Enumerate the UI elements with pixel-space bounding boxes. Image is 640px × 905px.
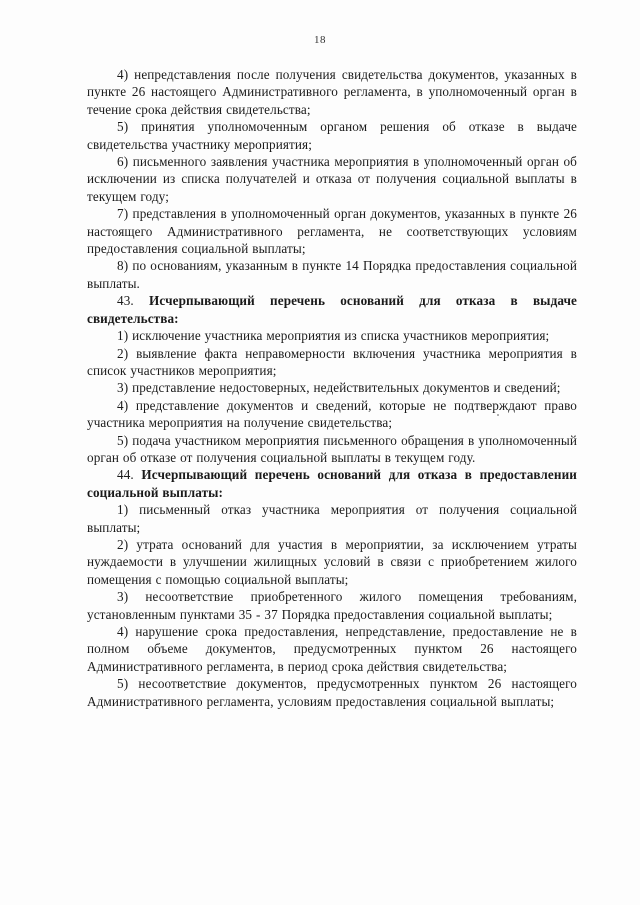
list-item: 5) несоответствие документов, предусмотренных пунктом 26 настоящего Административного регламента, условиям предоставления социальной выплаты; — [87, 676, 577, 709]
section-heading-44 — [87, 466, 577, 501]
list-item: 5) подача участником мероприятия письменного обращения в уполномоченный орган об отказе от получения социальной выплаты в текущем году. — [87, 432, 577, 465]
list-item: 3) представление недостоверных, недействительных документов и сведений; — [117, 380, 561, 396]
list-item: 7) представления в уполномоченный орган документов, указанных в пункте 26 настоящего Административного регламента, не соответствующих условиям предоставления социальной выплаты; — [87, 206, 577, 257]
list-item: 5) принятия уполномоченным органом решения об отказе в выдаче свидетельства участнику мероприятия; — [87, 119, 577, 152]
list-item: 4) нарушение срока предоставления, непредставление, предоставление не в полном объеме документов, предусмотренных пунктом 26 настоящего Административного регламента, в период срока действия свидетельства; — [87, 624, 577, 674]
page-number: 18 — [314, 34, 326, 46]
list-item: 4) представление документов и сведений, которые не подтверждают право участника мероприятия на получение свидетельства; — [87, 397, 577, 431]
list-item: 1) письменный отказ участника мероприятия от получения социальной выплаты; — [87, 502, 577, 535]
list-item: 2) утрата оснований для участия в мероприятии, за исключением утраты нуждаемости в улучшении жилищных условий в связи с приобретением жилого помещения с помощью социальной выплаты; — [87, 536, 577, 587]
section-heading-43 — [87, 292, 577, 327]
list-item: 8) по основаниям, указанным в пункте 14 Порядка предоставления социальной выплаты. — [87, 258, 577, 291]
section-number: 43. — [117, 293, 134, 309]
list-item: 2) выявление факта неправомерности включения участника мероприятия в список участников мероприятия; — [87, 345, 577, 378]
list-item: 4) непредставления после получения свидетельства документов, указанных в пункте 26 настоящего Административного регламента, в уполномоченный орган в течение срока действия свидетельства; — [87, 67, 577, 117]
list-item: 1) исключение участника мероприятия из списка участников мероприятия; — [117, 328, 550, 344]
document-body — [87, 66, 577, 710]
list-item: 6) письменного заявления участника мероприятия в уполномоченный орган об исключении из списка получателей и отказа от получения социальной выплаты в текущем году; — [87, 154, 577, 204]
section-heading-text: Исчерпывающий перечень оснований для отказа в выдаче свидетельства: — [87, 293, 577, 326]
section-heading-text: Исчерпывающий перечень оснований для отказа в предоставлении социальной выплаты: — [87, 467, 577, 500]
scan-artifact — [497, 414, 499, 416]
list-item: 3) несоответствие приобретенного жилого помещения требованиям, установленным пунктами 35 - 37 Порядка предоставления социальной выплаты; — [87, 589, 577, 622]
section-number: 44. — [117, 467, 134, 483]
